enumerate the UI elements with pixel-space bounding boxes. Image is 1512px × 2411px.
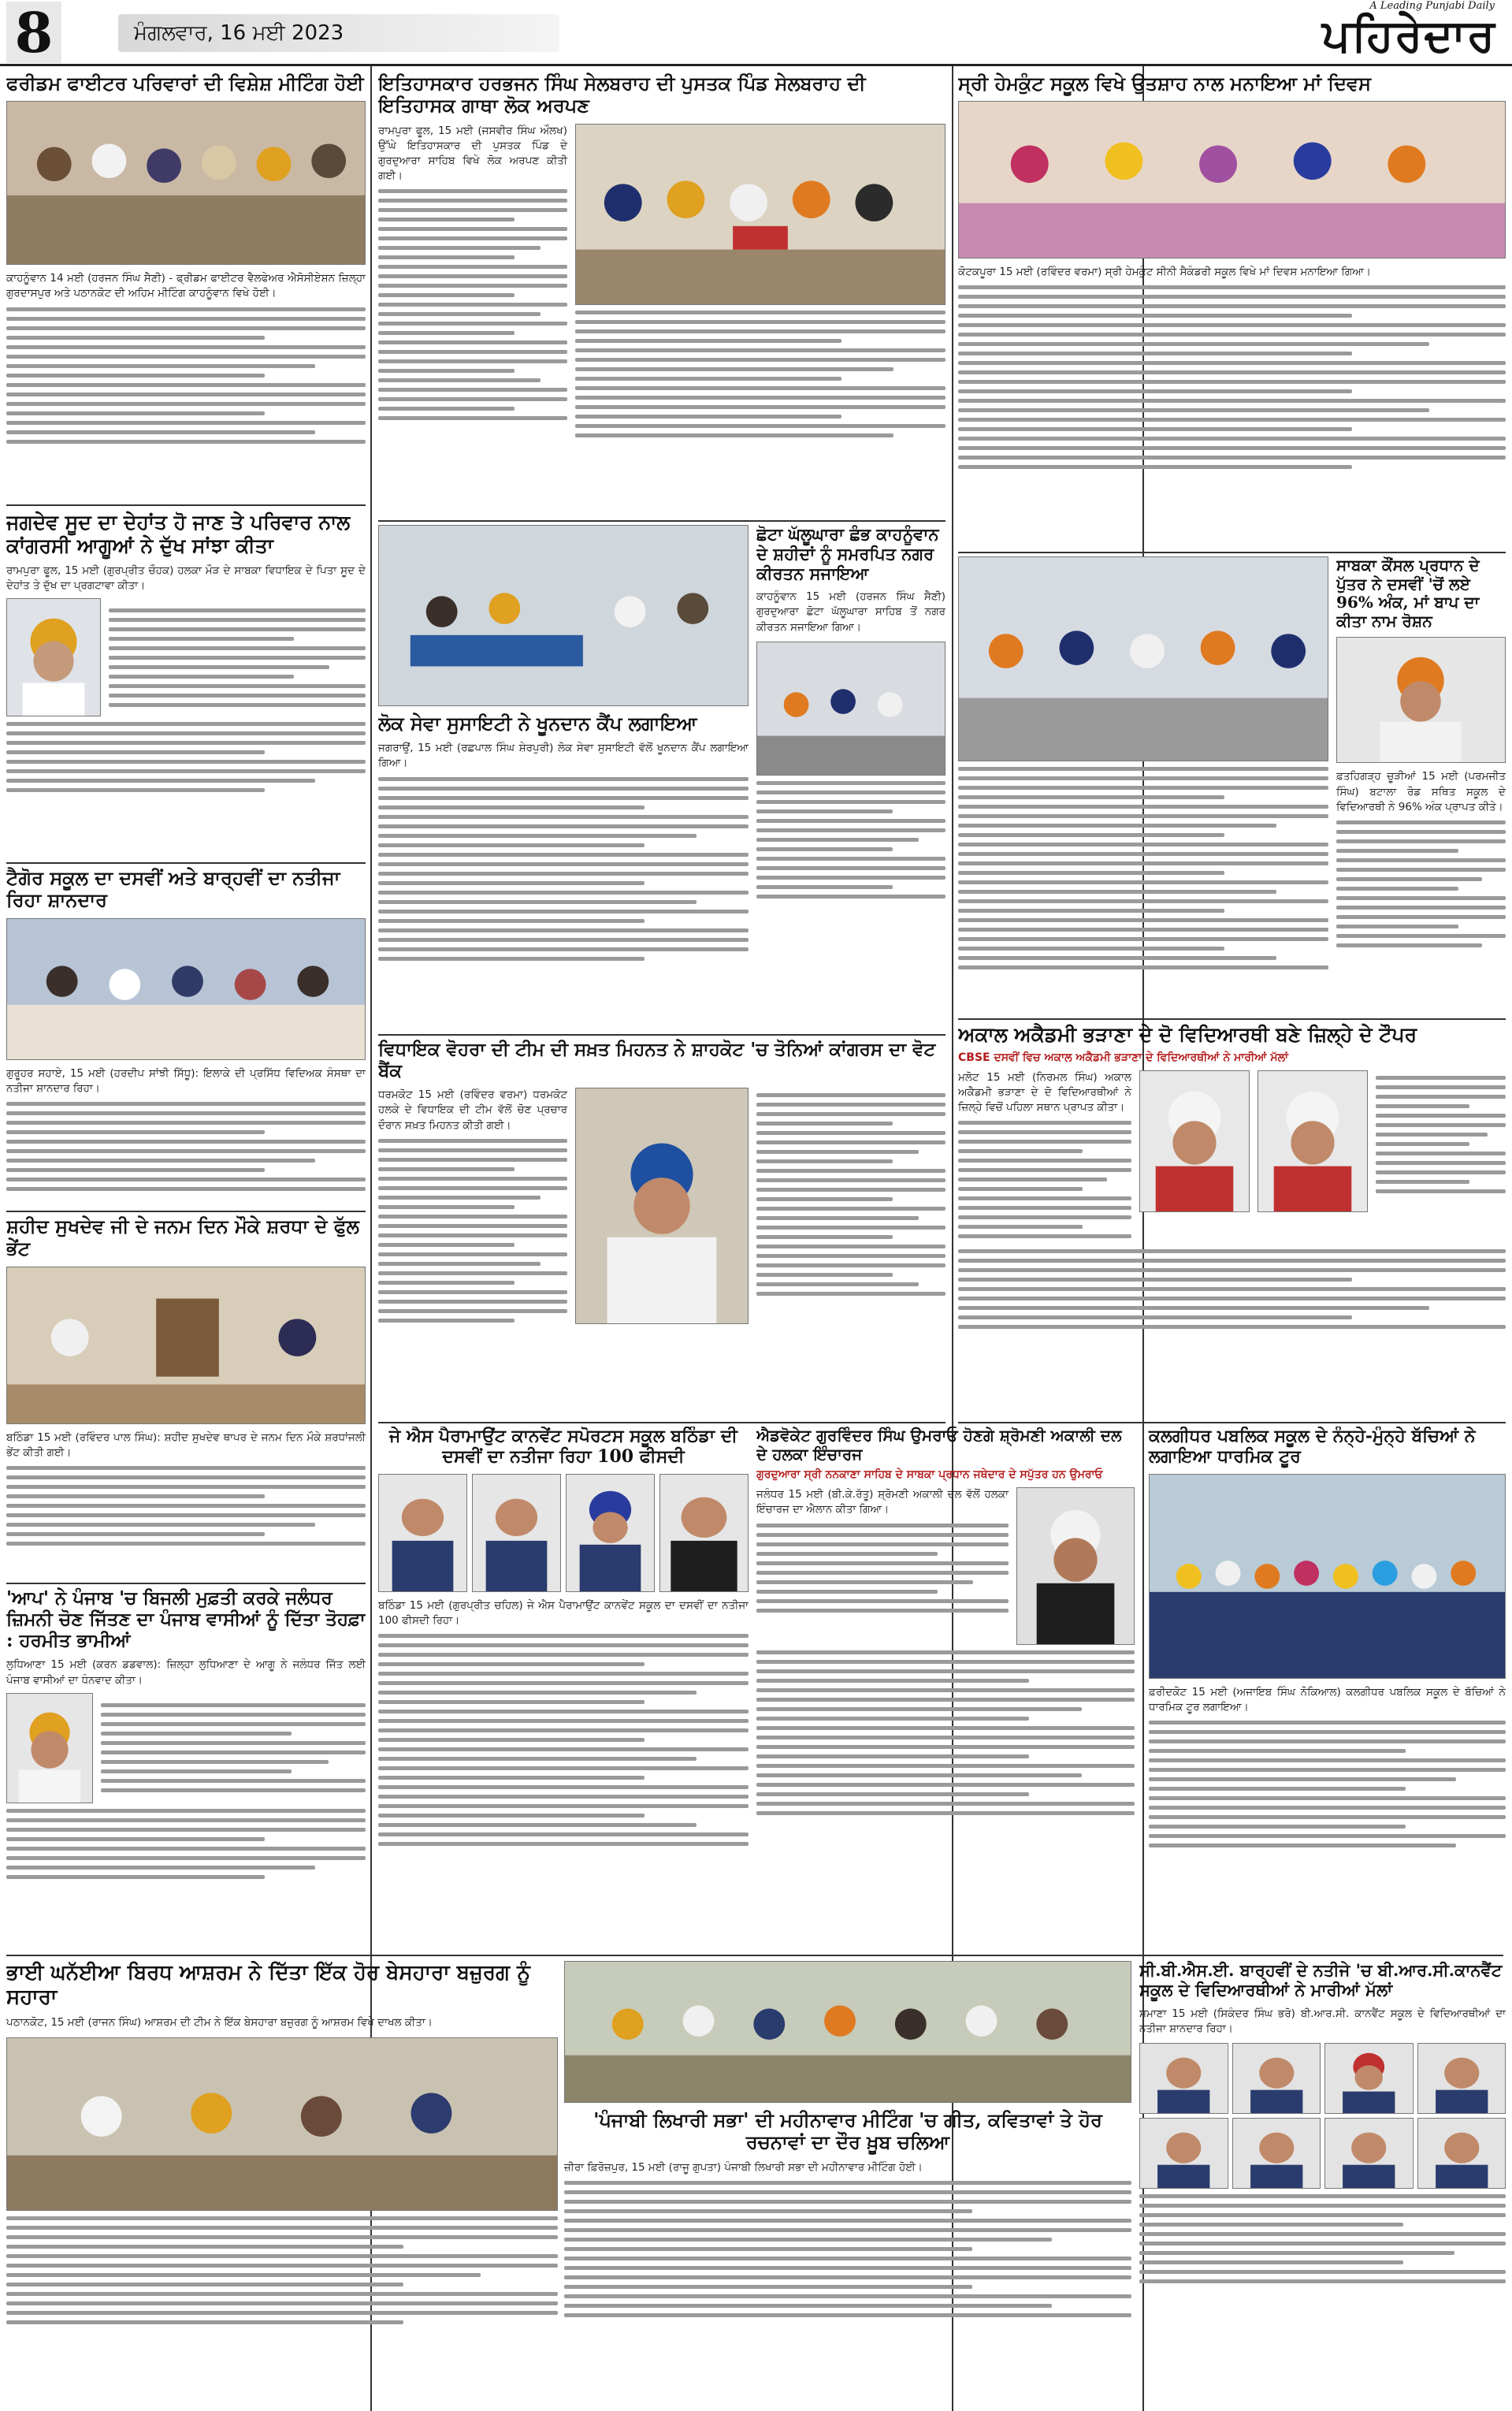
- body-text: [109, 603, 366, 716]
- article-saka: [1336, 556, 1506, 1014]
- body-text: [756, 1650, 1135, 1815]
- divider: [6, 504, 366, 506]
- divider: [6, 1583, 366, 1584]
- article-lead: ਬਠਿੰਡਾ 15 ਮਈ (ਗੁਰਪ੍ਰੀਤ ਚਹਿਲ) ਜੇ ਐਸ ਪੈਰਾਮਾਉਂਟ ਕਾਨਵੇਂਟ ਸਕੂਲ ਦਾ ਦਸਵੀਂ ਦਾ ਨਤੀਜਾ 100 ਫੀਸਦੀ ਰਿਹਾ।: [378, 1598, 749, 1628]
- article-akal: [958, 1023, 1506, 1417]
- student-photo: [1232, 2043, 1321, 2114]
- divider: [958, 1018, 1506, 1020]
- headline: ਸ਼ਹੀਦ ਸੁਖਦੇਵ ਜੀ ਦੇ ਜਨਮ ਦਿਨ ਮੌਕੇ ਸ਼ਰਧਾ ਦੇ ਫੁੱਲ ਭੇਂਟ: [6, 1215, 359, 1260]
- headline: ਜਗਦੇਵ ਸੂਦ ਦਾ ਦੇਹਾਂਤ ਹੋ ਜਾਣ ਤੇ ਪਰਿਵਾਰ ਨਾਲ ਕਾਂਗਰਸੀ ਆਗੂਆਂ ਨੇ ਦੁੱਖ ਸਾਂਝਾ ਕੀਤਾ: [6, 511, 351, 557]
- body-text: [1376, 1076, 1506, 1193]
- body-text: [564, 2181, 1131, 2317]
- student-photo: [1258, 1070, 1368, 1212]
- divider: [958, 552, 1506, 553]
- body-text: [958, 767, 1328, 969]
- body-text: [1336, 820, 1506, 947]
- article-vidhayak: [378, 1039, 945, 1417]
- headline: ਛੋਟਾ ਘੱਲੂਘਾਰਾ ਛੰਭ ਕਾਹਨੂੰਵਾਨ ਦੇ ਸ਼ਹੀਦਾਂ ਨੂੰ ਸਮਰਪਿਤ ਨਗਰ ਕੀਰਤਨ ਸਜਾਇਆ: [756, 525, 939, 583]
- article-lead: ਜਗਰਾਉਂ, 15 ਮਈ (ਰਛਪਾਲ ਸਿੰਘ ਸ਼ੇਰਪੁਰੀ) ਲੋਕ ਸੇਵਾ ਸੁਸਾਇਟੀ ਵੱਲੋਂ ਖੂਨਦਾਨ ਕੈਂਪ ਲਗਾਇਆ ਗਿਆ।: [378, 742, 749, 770]
- article-photo: [958, 556, 1328, 761]
- body-text: [6, 2216, 558, 2324]
- article-likhari: [564, 1961, 1131, 2402]
- article-photo: [575, 1088, 749, 1324]
- article-shaheed: [6, 1215, 366, 1578]
- article-lead: ਪਠਾਨਕੋਟ, 15 ਮਈ (ਰਾਜਨ ਸਿੰਘ) ਆਸ਼ਰਮ ਦੀ ਟੀਮ ਨੇ ਇੱਕ ਬੇਸਹਾਰਾ ਬਜ਼ੁਰਗ ਨੂੰ ਆਸ਼ਰਮ ਵਿਖੇ ਦਾਖਲ ਕੀਤਾ।: [6, 2016, 433, 2030]
- divider: [6, 1955, 1503, 1956]
- headline: ਸੀ.ਬੀ.ਐਸ.ਈ. ਬਾਰ੍ਹਵੀਂ ਦੇ ਨਤੀਜੇ 'ਚ ਬੀ.ਆਰ.ਸੀ.ਕਾਨਵੈਂਟ ਸਕੂਲ ਦੇ ਵਿਦਿਆਰਥੀਆਂ ਨੇ ਮਾਰੀਆਂ ਮੱਲਾਂ: [1139, 1961, 1503, 2000]
- article-lead: ਬਠਿੰਡਾ 15 ਮਈ (ਰਵਿੰਦਰ ਪਾਲ ਸਿੰਘ): ਸ਼ਹੀਦ ਸੁਖਦੇਵ ਥਾਪਰ ਦੇ ਜਨਮ ਦਿਨ ਮੌਕੇ ਸ਼ਰਧਾਂਜਲੀ ਭੇਂਟ ਕੀਤੀ ਗਈ।: [6, 1431, 366, 1459]
- divider: [378, 1034, 945, 1036]
- article-bhai-bir: [6, 1961, 558, 2402]
- article-lead: ਸਮਾਣਾ 15 ਮਈ (ਸਿਕੰਦਰ ਸਿੰਘ ਭਰੋ) ਬੀ.ਆਰ.ਸੀ. ਕਾਨਵੈਂਟ ਸਕੂਲ ਦੇ ਵਿਦਿਆਰਥੀਆਂ ਦਾ ਨਤੀਜਾ ਸ਼ਾਨਦਾਰ ਰਿਹਾ।: [1139, 2007, 1506, 2035]
- article-school-result: [6, 867, 366, 1206]
- article-subtitle: CBSE ਦਸਵੀਂ ਵਿਚ ਅਕਾਲ ਅਕੈਡਮੀ ਭੜਾਣਾ ਦੇ ਵਿਦਿਆਰਥੀਆਂ ਨੇ ਮਾਰੀਆਂ ਮੱਲਾਂ: [958, 1051, 1288, 1064]
- body-text: [6, 1102, 366, 1191]
- body-text: [1139, 2194, 1506, 2283]
- portrait-photo: [1336, 637, 1506, 763]
- paper-name: ਪਹਿਰੇਦਾਰ: [1321, 9, 1496, 61]
- divider: [958, 1422, 1506, 1423]
- article-ghallughara: [756, 525, 945, 1029]
- body-text: [958, 1249, 1506, 1329]
- article-lead: ਕੋਟਕਪੂਰਾ 15 ਮਈ (ਰਵਿੰਦਰ ਵਰਮਾ) ਸ੍ਰੀ ਹੇਮਕੁੰਟ ਸੀਨੀ ਸੈਕੰਡਰੀ ਸਕੂਲ ਵਿਖੇ ਮਾਂ ਦਿਵਸ ਮਨਾਇਆ ਗਿਆ।: [958, 266, 1371, 279]
- headline: ਕਲਗੀਧਰ ਪਬਲਿਕ ਸਕੂਲ ਦੇ ਨੰਨ੍ਹੇ-ਮੁੰਨ੍ਹੇ ਬੱਚਿਆਂ ਨੇ ਲਗਾਇਆ ਧਾਰਮਿਕ ਟੂਰ: [1149, 1427, 1476, 1467]
- article-selbrah: [378, 73, 945, 514]
- headline: ਭਾਈ ਘਨੱਈਆ ਬਿਰਧ ਆਸ਼ਰਮ ਨੇ ਦਿੱਤਾ ਇੱਕ ਹੋਰ ਬੇਸਹਾਰਾ ਬਜ਼ੁਰਗ ਨੂੰ ਸਹਾਰਾ: [6, 1961, 531, 2009]
- student-photo: [659, 1474, 749, 1592]
- body-text: [6, 307, 366, 444]
- article-ghallughara-photo: [958, 556, 1328, 1014]
- headline: ਸ੍ਰੀ ਹੇਮਕੁੰਟ ਸਕੂਲ ਵਿਖੇ ਉਤਸ਼ਾਹ ਨਾਲ ਮਨਾਇਆ ਮਾਂ ਦਿਵਸ: [958, 73, 1371, 95]
- article-jagdev: [6, 511, 366, 858]
- paper-tagline: A Leading Punjabi Daily: [1369, 0, 1495, 12]
- article-hemkunt: [958, 73, 1506, 545]
- portrait-photo: [6, 598, 101, 716]
- student-photo: [1417, 2043, 1506, 2114]
- masthead: [0, 0, 1512, 66]
- article-lead: ਜਲੰਧਰ 15 ਮਈ (ਬੀ.ਕੇ.ਰੱਤੂ) ਸ਼੍ਰੋਮਣੀ ਅਕਾਲੀ ਦਲ ਵੱਲੋਂ ਹਲਕਾ ਇੰਚਾਰਜ ਦਾ ਐਲਾਨ ਕੀਤਾ ਗਿਆ।: [756, 1488, 1009, 1516]
- article-photo: [6, 101, 366, 265]
- portrait-photo: [6, 1693, 93, 1803]
- student-photo: [1324, 2118, 1414, 2189]
- body-text: [378, 777, 749, 961]
- headline: ਫਰੀਡਮ ਫਾਈਟਰ ਪਰਿਵਾਰਾਂ ਦੀ ਵਿਸ਼ੇਸ਼ ਮੀਟਿੰਗ ਹੋਈ: [6, 73, 364, 95]
- article-kalgidhar: [1142, 1427, 1506, 1947]
- article-lead: ਧਰਮਕੋਟ 15 ਮਈ (ਰਵਿੰਦਰ ਵਰਮਾ) ਧਰਮਕੋਟ ਹਲਕੇ ਦੇ ਵਿਧਾਇਕ ਦੀ ਟੀਮ ਵੱਲੋਂ ਚੋਣ ਪ੍ਰਚਾਰ ਦੌਰਾਨ ਸਖ਼ਤ ਮਿਹਨਤ ਕੀਤੀ ਗਈ।: [378, 1088, 567, 1132]
- body-text: [756, 1524, 1009, 1613]
- article-photo: [958, 101, 1506, 259]
- article-lead: ਲੁਧਿਆਣਾ 15 ਮਈ (ਕਰਨ ਡਡਵਾਲ): ਜ਼ਿਲ੍ਹਾ ਲੁਧਿਆਣਾ ਦੇ ਆਗੂ ਨੇ ਜਲੰਧਰ ਜਿੱਤ ਲਈ ਪੰਜਾਬ ਵਾਸੀਆਂ ਦਾ ਧੰਨਵਾਦ ਕੀਤਾ।: [6, 1658, 366, 1687]
- body-text: [6, 722, 366, 792]
- headline: ਐਡਵੋਕੇਟ ਗੁਰਵਿੰਦਰ ਸਿੰਘ ਉਮਰਾਓ ਹੋਣਗੇ ਸ਼੍ਰੋਮਣੀ ਅਕਾਲੀ ਦਲ ਦੇ ਹਲਕਾ ਇੰਚਾਰਜ: [756, 1427, 1122, 1464]
- article-photo: [564, 1961, 1131, 2103]
- article-subtitle: ਗੁਰਦੁਆਰਾ ਸ੍ਰੀ ਨਨਕਾਣਾ ਸਾਹਿਬ ਦੇ ਸਾਬਕਾ ਪ੍ਰਧਾਨ ਜਥੇਦਾਰ ਦੇ ਸਪੁੱਤਰ ਹਨ ਉਮਰਾਓ: [756, 1468, 1103, 1482]
- page-number: 8: [6, 2, 61, 63]
- divider: [6, 1211, 366, 1212]
- body-text: [101, 1698, 366, 1803]
- student-photo: [378, 1474, 467, 1592]
- body-text: [575, 311, 945, 437]
- body-text: [378, 1634, 749, 1846]
- article-photo: [756, 642, 945, 776]
- article-lead: ਮਲੋਟ 15 ਮਈ (ਨਿਰਮਲ ਸਿੰਘ) ਅਕਾਲ ਅਕੈਡਮੀ ਭੜਾਣਾ ਦੇ ਦੋ ਵਿਦਿਆਰਥੀਆਂ ਨੇ ਜ਼ਿਲ੍ਹੇ ਵਿਚੋਂ ਪਹਿਲਾ ਸਥਾਨ ਪ੍ਰਾਪਤ ਕੀਤਾ।: [958, 1070, 1131, 1114]
- article-photo: [1149, 1474, 1506, 1679]
- article-photo: [6, 2037, 558, 2211]
- student-photo: [566, 1474, 655, 1592]
- headline: ਲੋਕ ਸੇਵਾ ਸੁਸਾਇਟੀ ਨੇ ਖੂਨਦਾਨ ਕੈਂਪ ਲਗਾਇਆ: [378, 712, 697, 735]
- student-photo: [1139, 1070, 1250, 1212]
- article-umrao: [756, 1427, 1135, 1947]
- headline: ਅਕਾਲ ਅਕੈਡਮੀ ਭੜਾਣਾ ਦੇ ਦੋ ਵਿਦਿਆਰਥੀ ਬਣੇ ਜ਼ਿਲ੍ਹੇ ਦੇ ਟੌਪਰ: [958, 1023, 1417, 1046]
- body-text: [378, 189, 567, 420]
- body-text: [378, 1139, 567, 1323]
- body-text: [6, 1809, 366, 1879]
- headline: 'ਪੰਜਾਬੀ ਲਿਖਾਰੀ ਸਭਾ' ਦੀ ਮਹੀਨਾਵਾਰ ਮੀਟਿੰਗ 'ਚ ਗੀਤ, ਕਵਿਤਾਵਾਂ ਤੇ ਹੋਰ ਰਚਨਾਵਾਂ ਦਾ ਦੌਰ ਖ਼ੂਬ ਚਲਿਆ: [593, 2108, 1102, 2154]
- student-photo: [1324, 2043, 1414, 2114]
- body-text: [6, 1466, 366, 1546]
- article-lead: ਕਾਹਨੂੰਵਾਨ 14 ਮਈ (ਹਰਜਨ ਸਿੰਘ ਸੈਣੀ) - ਫ੍ਰੀਡਮ ਫਾਈਟਰ ਵੈਲਫੇਅਰ ਐਸੋਸੀਏਸ਼ਨ ਜ਼ਿਲ੍ਹਾ ਗੁਰਦਾਸਪੁਰ ਅਤੇ ਪਠਾਨਕੋਟ ਦੀ ਅਹਿਮ ਮੀਟਿੰਗ ਕਾਹਨੂੰਵਾਨ ਵਿਖੇ ਹੋਈ।: [6, 272, 366, 300]
- article-aap: [6, 1587, 366, 1950]
- article-lead: ਕਾਹਨੂੰਵਾਨ 15 ਮਈ (ਹਰਜਨ ਸਿੰਘ ਸੈਣੀ) ਗੁਰਦੁਆਰਾ ਛੋਟਾ ਘੱਲੂਘਾਰਾ ਸਾਹਿਬ ਤੋਂ ਨਗਰ ਕੀਰਤਨ ਸਜਾਇਆ ਗਿਆ।: [756, 590, 945, 634]
- article-lead: ਗੁਰੂਹਰ ਸਹਾਏ, 15 ਮਈ (ਹਰਦੀਪ ਸਾਂਝੀ ਸਿੱਧੂ): ਇਲਾਕੇ ਦੀ ਪ੍ਰਸਿੱਧ ਵਿਦਿਅਕ ਸੰਸਥਾ ਦਾ ਨਤੀਜਾ ਸ਼ਾਨਦਾਰ ਰਿਹਾ।: [6, 1066, 366, 1095]
- article-lead: ਰਾਮਪੁਰਾ ਫੂਲ, 15 ਮਈ (ਗੁਰਪ੍ਰੀਤ ਚੌਹਕ) ਹਲਕਾ ਮੌੜ ਦੇ ਸਾਬਕਾ ਵਿਧਾਇਕ ਦੇ ਪਿਤਾ ਸੂਦ ਦੇ ਦੇਹਾਂਤ ਤੇ ਦੁੱਖ ਦਾ ਪ੍ਰਗਟਾਵਾ ਕੀਤਾ।: [6, 564, 366, 593]
- article-lead: ਫ਼ਰੀਦਕੋਟ 15 ਮਈ (ਅਜਾਇਬ ਸਿੰਘ ਨੋਕਿਆਲ) ਕਲਗੀਧਰ ਪਬਲਿਕ ਸਕੂਲ ਦੇ ਬੱਚਿਆਂ ਨੇ ਧਾਰਮਿਕ ਟੂਰ ਲਗਾਇਆ।: [1149, 1685, 1506, 1714]
- article-cbse-result: [1139, 1961, 1506, 2402]
- body-text: [1142, 1721, 1506, 1847]
- student-photo: [1139, 2118, 1228, 2189]
- article-paramount: [378, 1427, 749, 1947]
- article-blood-camp: [378, 525, 749, 1029]
- divider: [6, 862, 366, 864]
- headline: 'ਆਪ' ਨੇ ਪੰਜਾਬ 'ਚ ਬਿਜਲੀ ਮੁਫ਼ਤੀ ਕਰਕੇ ਜਲੰਧਰ ਜ਼ਿਮਨੀ ਚੋਣ ਜਿੱਤਣ ਦਾ ਪੰਜਾਬ ਵਾਸੀਆਂ ਨੂੰ ਦਿੱਤਾ ਤੋਹਫ਼ਾ : ਹਰਮੀਤ ਭਾਮੀਆਂ: [6, 1587, 366, 1652]
- student-photo: [1139, 2043, 1228, 2114]
- divider: [378, 1422, 945, 1423]
- student-photo: [1232, 2118, 1321, 2189]
- dateline: ਮੰਗਲਵਾਰ, 16 ਮਈ 2023: [118, 14, 559, 52]
- article-photo: [6, 1267, 366, 1424]
- article-lead: ਫ਼ਤਹਿਗੜ੍ਹ ਚੂੜੀਆਂ 15 ਮਈ (ਪਰਮਜੀਤ ਸਿੰਘ) ਬਟਾਲਾ ਰੋਡ ਸਥਿਤ ਸਕੂਲ ਦੇ ਵਿਦਿਆਰਥੀ ਨੇ 96% ਅੰਕ ਪ੍ਰਾਪਤ ਕੀਤੇ।: [1336, 770, 1506, 813]
- headline: ਟੈਗੋਰ ਸਕੂਲ ਦਾ ਦਸਵੀਂ ਅਤੇ ਬਾਰ੍ਹਵੀਂ ਦਾ ਨਤੀਜਾ ਰਿਹਾ ਸ਼ਾਨਦਾਰ: [6, 867, 340, 912]
- portrait-photo: [1016, 1487, 1135, 1645]
- headline: ਸਾਬਕਾ ਕੌਂਸਲ ਪ੍ਰਧਾਨ ਦੇ ਪੁੱਤਰ ਨੇ ਦਸਵੀਂ 'ਚੋਂ ਲਏ 96% ਅੰਕ, ਮਾਂ ਬਾਪ ਦਾ ਕੀਤਾ ਨਾਮ ਰੋਸ਼ਨ: [1336, 556, 1480, 631]
- headline: ਵਿਧਾਇਕ ਵੋਹਰਾ ਦੀ ਟੀਮ ਦੀ ਸਖ਼ਤ ਮਿਹਨਤ ਨੇ ਸ਼ਾਹਕੋਟ 'ਚ ਤੋਨਿਆਂ ਕਾਂਗਰਸ ਦਾ ਵੋਟ ਬੈਂਕ: [378, 1039, 936, 1082]
- article-lead: ਰਾਮਪੁਰਾ ਫੂਲ, 15 ਮਈ (ਜਸਵੀਰ ਸਿੰਘ ਔਲਖ) ਉੱਘੇ ਇਤਿਹਾਸਕਾਰ ਦੀ ਪੁਸਤਕ ਪਿੰਡ ਦੇ ਗੁਰਦੁਆਰਾ ਸਾਹਿਬ ਵਿਖੇ ਲੋਕ ਅਰਪਣ ਕੀਤੀ ਗਈ।: [378, 124, 567, 183]
- student-photo: [472, 1474, 561, 1592]
- article-freedom-fighter: [6, 73, 366, 498]
- body-text: [756, 1093, 945, 1296]
- divider: [378, 520, 945, 522]
- article-photo: [6, 918, 366, 1060]
- body-text: [756, 781, 945, 899]
- paper-logo: [1134, 0, 1504, 66]
- article-lead: ਜ਼ੀਰਾ ਫ਼ਿਰੋਜ਼ਪੁਰ, 15 ਮਈ (ਰਾਜੂ ਗੁਪਤਾ) ਪੰਜਾਬੀ ਲਿਖਾਰੀ ਸਭਾ ਦੀ ਮਹੀਨਾਵਾਰ ਮੀਟਿੰਗ ਹੋਈ।: [564, 2160, 923, 2174]
- headline: ਜੇ ਐਸ ਪੈਰਾਮਾਉਂਟ ਕਾਨਵੇਂਟ ਸਪੋਰਟਸ ਸਕੂਲ ਬਠਿੰਡਾ ਦੀ ਦਸਵੀਂ ਦਾ ਨਤੀਜਾ ਰਿਹਾ 100 ਫੀਸਦੀ: [388, 1427, 738, 1467]
- headline: ਇਤਿਹਾਸਕਾਰ ਹਰਭਜਨ ਸਿੰਘ ਸੇਲਬਰਾਹ ਦੀ ਪੁਸਤਕ ਪਿੰਡ ਸੇਲਬਰਾਹ ਦੀ ਇਤਿਹਾਸਕ ਗਾਥਾ ਲੋਕ ਅਰਪਣ: [378, 73, 866, 117]
- article-photo: [378, 525, 749, 706]
- student-photo: [1417, 2118, 1506, 2189]
- body-text: [958, 1121, 1131, 1238]
- article-photo: [575, 124, 945, 305]
- body-text: [958, 285, 1506, 469]
